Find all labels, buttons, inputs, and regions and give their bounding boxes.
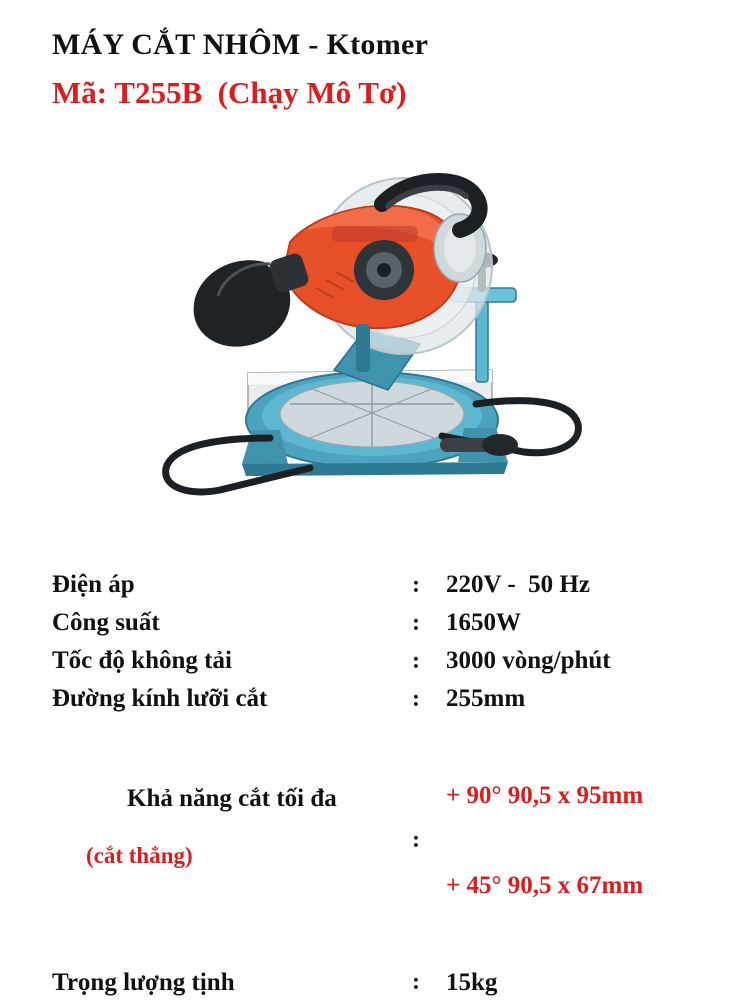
spec-label: Khả năng cắt tối đa bbox=[127, 784, 337, 812]
page-title: MÁY CẮT NHÔM - Ktomer bbox=[52, 28, 429, 61]
table-row bbox=[52, 680, 682, 718]
spec-value: 255mm bbox=[446, 685, 526, 713]
table-row-cut-capacity bbox=[52, 718, 682, 964]
table-row bbox=[52, 604, 682, 642]
spec-value: 15kg bbox=[446, 968, 498, 996]
spec-label: Điện áp bbox=[52, 571, 135, 599]
table-row bbox=[52, 566, 682, 604]
spec-label: Trọng lượng tịnh bbox=[52, 968, 235, 996]
spec-colon: : bbox=[412, 609, 420, 636]
product-image-area bbox=[0, 128, 734, 548]
spec-colon: : bbox=[412, 969, 420, 996]
specifications bbox=[0, 566, 682, 1002]
spec-sub-label: (cắt thẳng) bbox=[86, 842, 193, 868]
spec-label: Đường kính lưỡi cắt bbox=[52, 685, 268, 713]
table-row bbox=[52, 642, 682, 680]
spec-value-90deg: + 90° 90,5 x 95mm bbox=[446, 782, 644, 810]
spec-value: 220V - 50 Hz bbox=[446, 571, 590, 599]
table-row bbox=[52, 964, 682, 1002]
spec-value-group bbox=[446, 718, 682, 964]
spec-colon: : bbox=[412, 685, 420, 712]
spec-value-45deg: + 45° 90,5 x 67mm bbox=[446, 871, 644, 899]
spec-label-group bbox=[52, 718, 412, 964]
model-code: Mã: T255B (Chạy Mô Tơ) bbox=[52, 74, 407, 110]
spec-colon: : bbox=[412, 827, 420, 854]
spec-colon: : bbox=[412, 571, 420, 598]
spec-colon: : bbox=[412, 647, 420, 674]
spec-value: 1650W bbox=[446, 609, 521, 637]
header bbox=[0, 0, 734, 110]
miter-saw-illustration bbox=[120, 138, 620, 538]
spec-table bbox=[52, 566, 682, 1002]
spec-label: Công suất bbox=[52, 609, 160, 637]
spec-label: Tốc độ không tải bbox=[52, 647, 232, 675]
spec-value: 3000 vòng/phút bbox=[446, 647, 611, 675]
